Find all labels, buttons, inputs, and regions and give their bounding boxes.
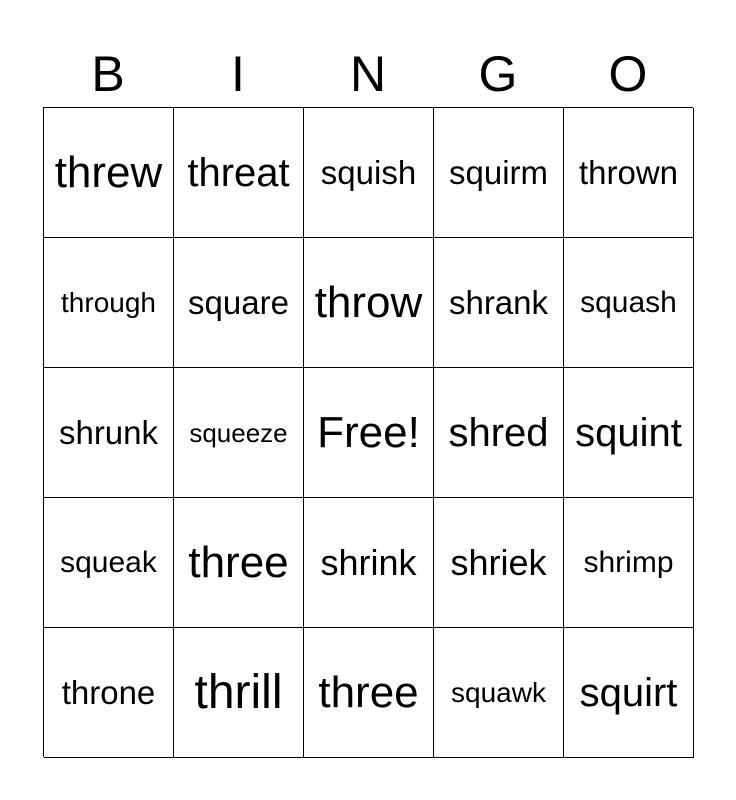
bingo-cell[interactable]: shrank [434, 238, 564, 368]
bingo-board [43, 107, 693, 757]
bingo-header [43, 40, 693, 108]
bingo-cell[interactable]: shrink [304, 498, 434, 628]
free-space-cell[interactable]: Free! [304, 368, 434, 498]
header-letter-b: B [91, 46, 125, 102]
bingo-cell[interactable]: shrimp [564, 498, 694, 628]
bingo-cell[interactable]: through [44, 238, 174, 368]
bingo-cell[interactable]: shrunk [44, 368, 174, 498]
bingo-cell[interactable]: thrown [564, 108, 694, 238]
bingo-cell[interactable]: squeeze [174, 368, 304, 498]
bingo-cell[interactable]: threw [44, 108, 174, 238]
header-letter-n: N [349, 46, 387, 102]
bingo-cell[interactable]: square [174, 238, 304, 368]
header-letter-o: O [608, 46, 648, 102]
bingo-cell[interactable]: shred [434, 368, 564, 498]
bingo-cell[interactable]: throw [304, 238, 434, 368]
header-letter-g: G [478, 46, 518, 102]
bingo-cell[interactable]: shriek [434, 498, 564, 628]
bingo-cell[interactable]: throne [44, 628, 174, 758]
bingo-cell[interactable]: three [304, 628, 434, 758]
bingo-cell[interactable]: squeak [44, 498, 174, 628]
bingo-cell[interactable]: three [174, 498, 304, 628]
bingo-cell[interactable]: threat [174, 108, 304, 238]
bingo-cell[interactable]: squirt [564, 628, 694, 758]
bingo-cell[interactable]: squish [304, 108, 434, 238]
bingo-cell[interactable]: squirm [434, 108, 564, 238]
header-letter-i: I [231, 46, 245, 102]
bingo-cell[interactable]: squawk [434, 628, 564, 758]
bingo-cell[interactable]: squint [564, 368, 694, 498]
bingo-cell[interactable]: squash [564, 238, 694, 368]
bingo-cell[interactable]: thrill [174, 628, 304, 758]
